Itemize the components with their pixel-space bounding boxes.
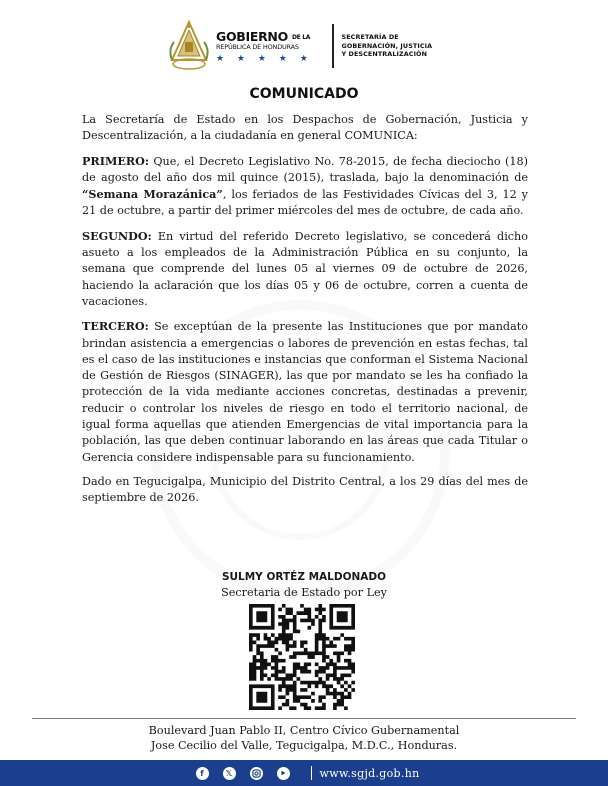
address-line-1: Boulevard Juan Pablo II, Centro Cívico Gubernamental [148, 724, 460, 737]
tercero-label: TERCERO: [82, 319, 149, 334]
stars-row: ★ ★ ★ ★ ★ [216, 53, 313, 64]
segundo-label: SEGUNDO: [82, 228, 152, 243]
intro-paragraph: La Secretaría de Estado en los Despachos de Gobernación, Justicia y Descentralización, a la ciudadanía en general COMUNICA: [82, 113, 528, 143]
footer-bar [0, 760, 608, 786]
website-link[interactable]: www.sgjd.gob.hn [319, 766, 420, 780]
gov-de-la-label: DE LA [291, 33, 311, 41]
closing-paragraph: Dado en Tegucigalpa, Municipio del Distrito Central, a los 29 días del mes de septiembre de 2026. [82, 474, 528, 505]
header-divider [332, 24, 334, 68]
address-block [0, 723, 608, 753]
primero-paragraph: PRIMERO: Que, el Decreto Legislativo No. 78-2015, de fecha dieciocho (18) de agosto del año dos mil quince (2015), traslada, bajo la denominación de “Semana Morazánica”, los feriados de las Festividades Cívicas del 3, 12 y 21 de octubre, a partir del primer miércoles del mes de octubre, de cada año. [82, 153, 528, 218]
qr-code[interactable] [249, 604, 355, 710]
department-name: SECRETARÍA DE GOBERNACIÓN, JUSTICIA Y DESCENTRALIZACIÓN [341, 33, 433, 59]
government-name [216, 29, 328, 64]
gov-sub-label: REPÚBLICA DE HONDURAS [216, 42, 299, 51]
footer-rule [32, 718, 576, 719]
signatory-role: Secretaria de Estado por Ley [221, 586, 387, 599]
signature-block [0, 570, 608, 600]
tercero-paragraph: TERCERO: Se exceptúan de la presente las Instituciones que por mandato brindan asistencia a emergencias o labores de prevención en estas fechas, tal es el caso de las instituciones e instancias que conforman el Sistema Nacional de Gestión de Riesgos (SINAGER), las que por mandato se les ha confiado la protección de la vida mediante acciones concretas, destinadas a prevenir, reducir o controlar los niveles de riesgo en todo el territorio nacional, de igual forma aquellas que atienden Emergencias de vital importancia para la población, las que deben continuar laborando en las áreas que cada Titular o Gerencia considere indispensable para su funcionamiento. [82, 319, 528, 464]
address-line-2: Jose Cecilio del Valle, Tegucigalpa, M.D.C., Honduras. [150, 739, 458, 752]
signatory-name: SULMY ORTÉZ MALDONADO [221, 571, 387, 583]
x-icon[interactable]: 𝕏 [223, 767, 236, 780]
primero-label: PRIMERO: [82, 153, 150, 168]
gov-main-label: GOBIERNO [216, 28, 288, 44]
segundo-paragraph: SEGUNDO: En virtud del referido Decreto legislativo, se concederá dicho asueto a los empleados de la Administración Pública en su conjunto, la semana que comprende del lunes 05 al viernes 09 de octubre de 2026, haciendo la aclaración que los días 05 y 06 de octubre, corren a cuenta de vacaciones. [82, 228, 528, 308]
letterhead [168, 18, 432, 74]
document-title: COMUNICADO [249, 86, 359, 102]
semana-morazanica-label: “Semana Morazánica” [82, 187, 223, 202]
instagram-icon[interactable] [250, 767, 263, 780]
footer-separator [311, 766, 312, 780]
youtube-icon[interactable] [277, 767, 290, 780]
coat-of-arms-icon [168, 20, 210, 72]
facebook-icon[interactable]: f [196, 767, 209, 780]
communique-body [82, 112, 528, 515]
